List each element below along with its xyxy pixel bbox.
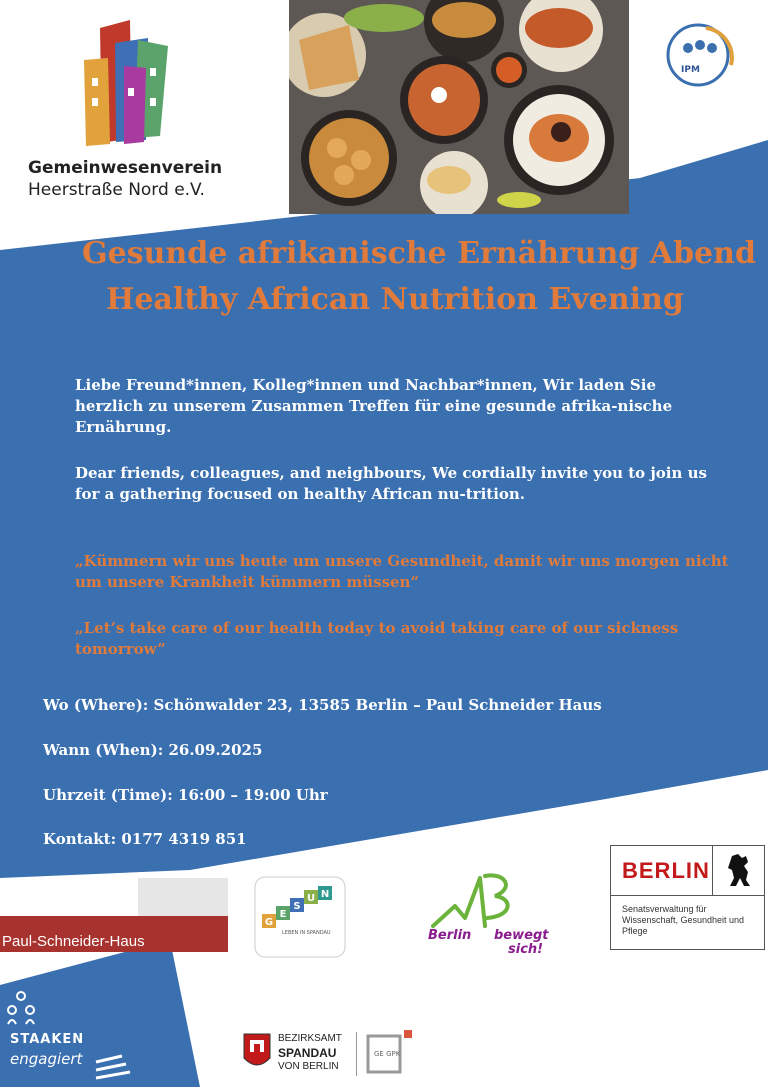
ipm-logo-icon — [636, 0, 766, 118]
org-name-line1: Gemeinwesenverein — [28, 158, 223, 178]
spandau-text-1: BEZIRKSAMT — [278, 1033, 342, 1044]
event-date: Wann (When): 26.09.2025 — [43, 741, 263, 759]
staaken-text: STAAKEN — [10, 1032, 85, 1047]
title-german: Gesunde afrikanische Ernährung Abend — [82, 236, 756, 271]
event-location: Wo (Where): Schönwalder 23, 13585 Berlin – Paul Schneider Haus — [43, 696, 602, 714]
berlin-logo-divider — [611, 895, 764, 896]
spandau-text-3: VON BERLIN — [278, 1061, 339, 1072]
berlin-bewegt-text-2: bewegt — [494, 928, 549, 943]
senat-text: Senatsverwaltung für Wissenschaft, Gesundheit und Pflege — [622, 904, 745, 936]
staaken-people-icon — [6, 990, 36, 1030]
svg-text:N: N — [320, 889, 330, 900]
spandau-shield-icon — [242, 1030, 272, 1074]
ipm-logo-text: IPM — [681, 65, 700, 75]
quote-german: „Kümmern wir uns heute um unsere Gesundheit, damit wir uns morgen nicht um unsere Krankheit kümmern müssen“ — [75, 552, 729, 591]
spandau-text-2: SPANDAU — [278, 1046, 337, 1060]
berlin-bewegt-text-1: Berlin — [428, 928, 472, 943]
berlin-bewegt-text-3: sich! — [508, 942, 544, 957]
quote-english: „Let’s take care of our health today to avoid taking care of our sickness tomorrow” — [75, 619, 679, 658]
ipm-logo-box — [636, 0, 766, 118]
staaken-engagiert-text: engagiert — [10, 1050, 83, 1068]
psh-logo-text: Paul-Schneider-Haus — [2, 933, 145, 950]
svg-text:S: S — [293, 901, 301, 912]
berlin-bear-icon — [724, 852, 754, 890]
gfk-logo-text: GE GPK — [374, 1050, 401, 1058]
svg-text:G: G — [264, 917, 274, 928]
food-photo — [289, 0, 629, 214]
invitation-german: Liebe Freund*innen, Kolleg*innen und Nachbar*innen, Wir laden Sie herzlich zu unserem Zusammen Treffen für eine gesunde afrika-nische Ernährung. — [75, 376, 673, 436]
gfk-logo — [362, 1028, 414, 1078]
psh-logo-grey — [138, 878, 228, 918]
spandau-separator — [356, 1032, 357, 1076]
title-english: Healthy African Nutrition Evening — [106, 282, 684, 317]
svg-text:E: E — [279, 909, 287, 920]
berlin-logo-divider-vertical — [712, 846, 713, 895]
org-name-line2: Heerstraße Nord e.V. — [28, 180, 205, 200]
gesund-logo-subtitle: LEBEN IN SPANDAU — [282, 930, 331, 936]
invitation-english: Dear friends, colleagues, and neighbours, We cordially invite you to join us for a gathering focused on healthy African nu-trition. — [75, 464, 707, 503]
svg-text:U: U — [306, 893, 316, 904]
staaken-lines-icon — [92, 1052, 132, 1082]
gemeinwesenverein-logo — [20, 8, 223, 208]
gesund-logo — [254, 876, 346, 958]
event-contact: Kontakt: 0177 4319 851 — [43, 830, 247, 848]
event-time: Uhrzeit (Time): 16:00 – 19:00 Uhr — [43, 786, 328, 804]
berlin-logo-word: BERLIN — [622, 858, 710, 883]
